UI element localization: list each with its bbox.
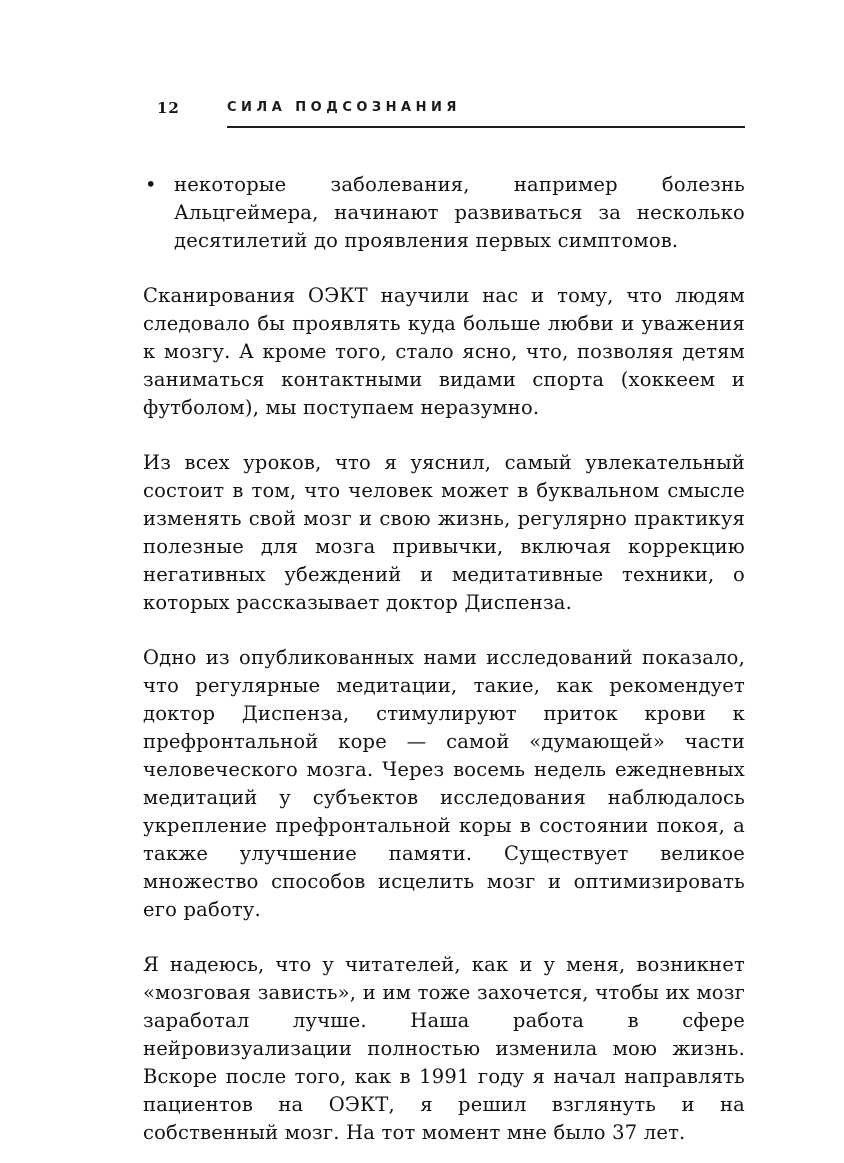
paragraph: Сканирования ОЭКТ научили нас и тому, что людям следовало бы проявлять куда больше любви и уважения к мозгу. А кроме того, стало ясно, что, позволяя детям заниматься контактными видами спорта (хоккеем и футболом), мы поступаем неразумно. <box>143 284 745 419</box>
bullet-list <box>143 171 745 255</box>
paragraph: Из всех уроков, что я уяснил, самый увлекательный состоит в том, что человек может в буквальном смысле изменять свой мозг и свою жизнь, регулярно практикуя полезные для мозга привычки, включая коррекцию негативных убеждений и медитативные техники, о которых рассказывает доктор Диспенза. <box>143 451 745 614</box>
page-number: 12 <box>157 99 180 117</box>
bullet-item <box>143 171 745 255</box>
bullet-text: некоторые заболевания, например болезнь Альцгеймера, начинают развиваться за несколько десятилетий до проявления первых симптомов. <box>174 173 745 252</box>
header-title: СИЛА ПОДСОЗНАНИЯ <box>227 100 461 115</box>
paragraph: Я надеюсь, что у читателей, как и у меня, возникнет «мозговая зависть», и им тоже захочется, чтобы их мозг заработал лучше. Наша работа в сфере нейровизуализации полностью изменила мою жизнь. Вскоре после того, как в 1991 году я начал направлять пациентов на ОЭКТ, я решил взглянуть и на собственный мозг. На тот момент мне было 37 лет. <box>143 953 745 1144</box>
header-rule <box>227 96 745 128</box>
bullet-marker-icon: • <box>145 173 157 196</box>
paragraph: Одно из опубликованных нами исследований показало, что регулярные медитации, такие, как рекомендует доктор Диспенза, стимулируют приток крови к префронтальной коре — самой «думающей» части человеческого мозга. Через восемь недель ежедневных медитаций у субъектов исследования наблюдалось укрепление префронтальной коры в состоянии покоя, а также улучшение памяти. Существует великое множество способов исцелить мозг и оптимизировать его работу. <box>143 646 745 921</box>
running-header <box>143 96 745 128</box>
